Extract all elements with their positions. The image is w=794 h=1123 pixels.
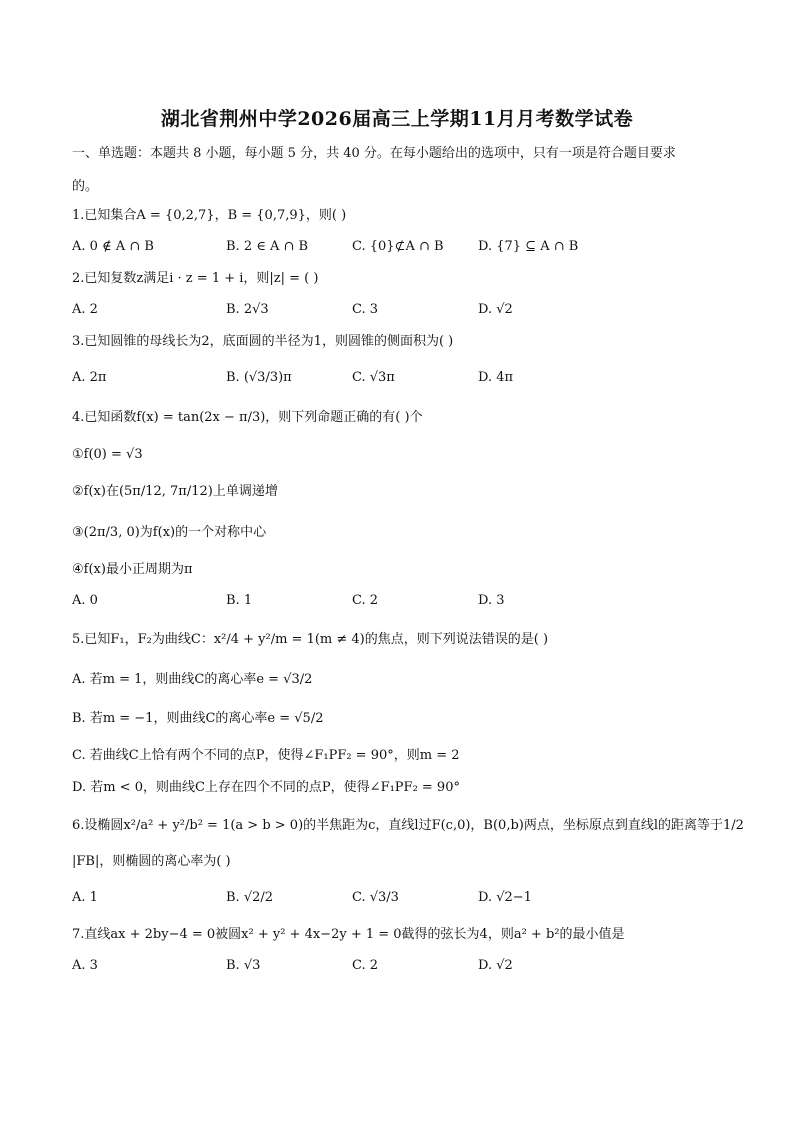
q4-item-3: ③(2π/3, 0)为f(x)的一个对称中心 <box>72 525 267 540</box>
q3-option-c: C. √3π <box>352 370 395 385</box>
q6-option-b: B. √2/2 <box>226 890 274 905</box>
q4-option-b: B. 1 <box>226 593 253 608</box>
question-2-stem: 2.已知复数z满足i · z = 1 + i，则|z| = ( ) <box>72 271 319 286</box>
q1-option-a: A. 0 ∉ A ∩ B <box>72 239 154 254</box>
q2-option-c: C. 3 <box>352 302 379 317</box>
q4-option-a: A. 0 <box>72 593 98 608</box>
q4-item-2: ②f(x)在(5π/12, 7π/12)上单调递增 <box>72 484 278 499</box>
q7-option-d: D. √2 <box>478 958 513 973</box>
q6-option-d: D. √2−1 <box>478 890 532 905</box>
q4-item-1: ①f(0) = √3 <box>72 447 143 462</box>
q1-option-d: D. {7} ⊆ A ∩ B <box>478 239 579 254</box>
q1-option-b: B. 2 ∈ A ∩ B <box>226 239 309 254</box>
q4-option-c: C. 2 <box>352 593 379 608</box>
question-6-stem: 6.设椭圆x²/a² + y²/b² = 1(a > b > 0)的半焦距为c，直线l过F(c,0)，B(0,b)两点，坐标原点到直线l的距离等于1/2 <box>72 818 744 833</box>
q5-option-a: A. 若m = 1，则曲线C的离心率e = √3/2 <box>72 672 313 687</box>
exam-title: 湖北省荆州中学2026届高三上学期11月月考数学试卷 <box>160 108 634 130</box>
q3-option-d: D. 4π <box>478 370 514 385</box>
question-7-stem: 7.直线ax + 2by−4 = 0被圆x² + y² + 4x−2y + 1 = 0截得的弦长为4，则a² + b²的最小值是 <box>72 927 625 942</box>
q5-option-d: D. 若m < 0，则曲线C上存在四个不同的点P，使得∠F₁PF₂ = 90° <box>72 780 460 795</box>
q3-option-b: B. (√3/3)π <box>226 370 292 385</box>
q5-option-c: C. 若曲线C上恰有两个不同的点P，使得∠F₁PF₂ = 90°，则m = 2 <box>72 748 460 763</box>
q6-option-a: A. 1 <box>72 890 98 905</box>
q4-item-4: ④f(x)最小正周期为π <box>72 562 193 577</box>
q2-option-a: A. 2 <box>72 302 98 317</box>
q4-option-d: D. 3 <box>478 593 505 608</box>
q2-option-b: B. 2√3 <box>226 302 269 317</box>
q1-option-c: C. {0}⊄A ∩ B <box>352 239 444 254</box>
question-4-stem: 4.已知函数f(x) = tan(2x − π/3)，则下列命题正确的有( )个 <box>72 410 423 425</box>
question-5-stem: 5.已知F₁，F₂为曲线C：x²/4 + y²/m = 1(m ≠ 4)的焦点，则下列说法错误的是( ) <box>72 632 549 647</box>
q7-option-b: B. √3 <box>226 958 261 973</box>
question-3-stem: 3.已知圆锥的母线长为2，底面圆的半径为1，则圆锥的侧面积为( ) <box>72 334 454 349</box>
q2-option-d: D. √2 <box>478 302 513 317</box>
question-1-stem: 1.已知集合A = {0,2,7}，B = {0,7,9}，则( ) <box>72 208 347 223</box>
q5-option-b: B. 若m = −1，则曲线C的离心率e = √5/2 <box>72 711 324 726</box>
q6-option-c: C. √3/3 <box>352 890 399 905</box>
section-instruction: 一、单选题：本题共 8 小题，每小题 5 分，共 40 分。在每小题给出的选项中，只有一项是符合题目要求 <box>72 146 676 161</box>
question-6-stem-cont: |FB|，则椭圆的离心率为( ) <box>72 854 231 869</box>
q7-option-a: A. 3 <box>72 958 98 973</box>
section-instruction-cont: 的。 <box>72 179 99 194</box>
q3-option-a: A. 2π <box>72 370 107 385</box>
q7-option-c: C. 2 <box>352 958 379 973</box>
